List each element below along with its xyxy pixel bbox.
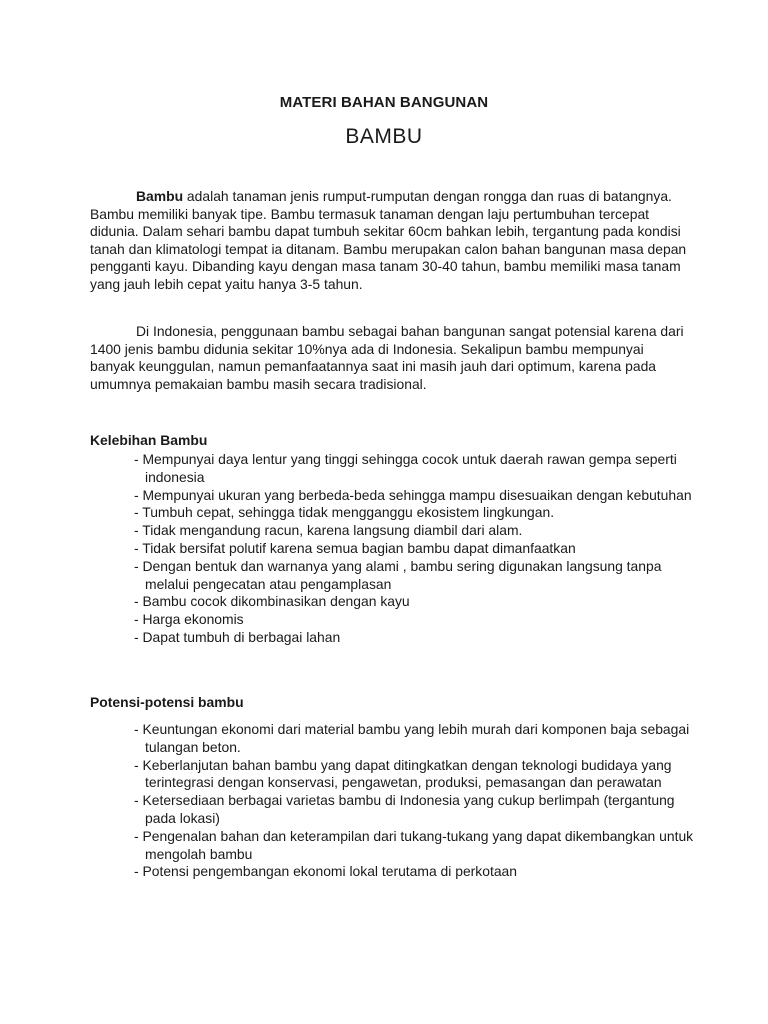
list-item: - Mempunyai daya lentur yang tinggi sehingga cocok untuk daerah rawan gempa seperti indonesia [134,451,677,485]
list-item: - Dengan bentuk dan warnanya yang alami , bambu sering digunakan langsung tanpa melalui pengecatan atau pengamplasan [134,557,662,592]
list-item: - Mempunyai ukuran yang berbeda-beda sehingga mampu disesuaikan dengan kebutuhan [134,486,692,503]
paragraph-lead-word: Bambu [136,188,184,204]
heading-kelebihan: Kelebihan Bambu [90,432,208,448]
list-item: - Potensi pengembangan ekonomi lokal terutama di perkotaan [134,863,518,880]
list-item: - Keuntungan ekonomi dari material bambu yang lebih murah dari komponen baja sebagai tulangan beton. [134,721,690,755]
paragraph-intro-text: adalah tanaman jenis rumput-rumputan dengan rongga dan ruas di batangnya. Bambu memiliki banyak tipe. Bambu termasuk tanaman dengan laju pertumbuhan tercepat didunia. Dalam sehari bambu dapat tumbuh sekitar 60cm bahkan lebih, tergantung pada kondisi tanah dan klimatologi tempat ia ditanam. Bambu merupakan calon bahan bangunan masa depan pengganti kayu. Dibanding kayu dengan masa tanam 30-40 tahun, bambu memiliki masa tanam yang jauh lebih cepat yaitu hanya 3-5 tahun. [90,188,687,292]
list-item: - Tidak bersifat polutif karena semua bagian bambu dapat dimanfaatkan [134,539,576,556]
list-item: - Tidak mengandung racun, karena langsung diambil dari alam. [134,522,523,539]
paragraph-indonesia [90,323,690,393]
list-item: - Pengenalan bahan dan keterampilan dari tukang-tukang yang dapat dikembangkan untuk mengolah bambu [134,827,694,862]
list-item: - Harga ekonomis [134,611,244,628]
list-item: - Tumbuh cepat, sehingga tidak mengganggu ekosistem lingkungan. [134,504,555,521]
paragraph-intro [90,188,690,294]
list-item: - Keberlanjutan bahan bambu yang dapat ditingkatkan dengan teknologi budidaya yang terintegrasi dengan konservasi, pengawetan, produksi, pemasangan dan perawatan [134,756,672,791]
heading-potensi: Potensi-potensi bambu [90,694,244,710]
document-subtitle: BAMBU [345,125,423,148]
paragraph-indonesia-text: Di Indonesia, penggunaan bambu sebagai bahan bangunan sangat potensial karena dari 1400 jenis bambu didunia sekitar 10%nya ada di Indonesia. Sekalipun bambu mempunyai banyak keunggulan, namun pemanfaatannya saat ini masih jauh dari optimum, karena pada umumnya pemakaian bambu masih secara tradisional. [90,323,684,392]
document-title: MATERI BAHAN BANGUNAN [279,94,489,111]
list-item: - Bambu cocok dikombinasikan dengan kayu [134,593,410,610]
list-item: - Ketersediaan berbagai varietas bambu di Indonesia yang cukup berlimpah (tergantung pada lokasi) [134,792,675,826]
list-potensi [134,721,694,881]
list-item: - Dapat tumbuh di berbagai lahan [134,628,341,645]
list-kelebihan [134,451,694,647]
